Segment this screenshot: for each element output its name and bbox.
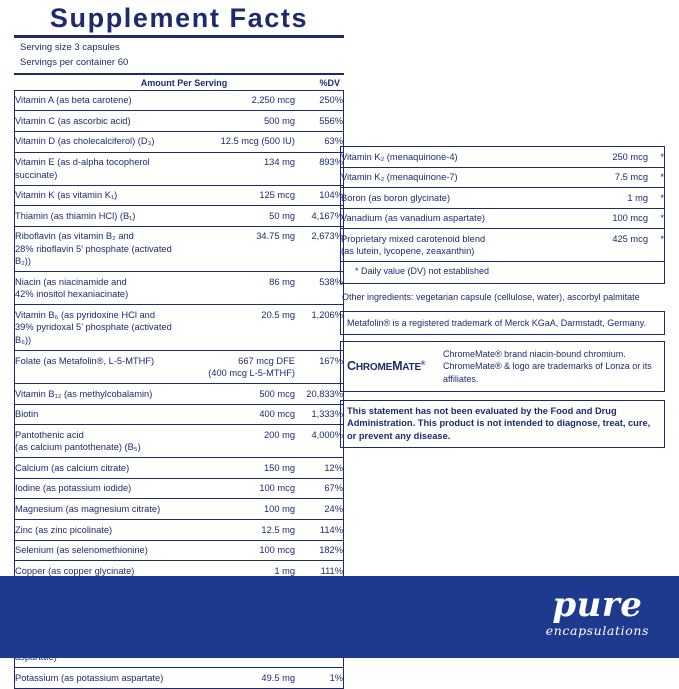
nutrient-dv: * [648,167,664,188]
nutrient-name-line2: 39% pyridoxal 5’ phosphate (activated B₆)) [15,322,172,346]
nutrient-amount: 100 mcg [548,208,648,229]
nutrient-dv: 893% [295,152,343,185]
nutrient-amount-line2: (400 mcg L-5-MTHF) [208,368,295,379]
nutrient-dv: 182% [295,540,343,561]
nutrient-name: Vitamin C (as ascorbic acid) [15,115,131,126]
nutrient-name: Proprietary mixed carotenoid blend [341,233,486,244]
nutrient-name: Vitamin K (as vitamin K₁) [15,190,118,201]
table-row [341,147,664,167]
nutrient-dv: 2,673% [295,226,343,272]
secondary-facts-box [340,146,665,284]
nutrient-amount: 667 mcg DFE [238,355,295,366]
nutrient-amount: 125 mcg [175,185,295,206]
nutrient-dv: * [648,208,664,229]
nutrient-name-line2: (as lutein, lycopene, zeaxanthin) [341,246,475,257]
table-row [15,206,343,227]
nutrient-dv: 1,333% [295,404,343,425]
nutrient-dv: 67% [295,478,343,499]
nutrient-amount: 20.5 mg [175,305,295,351]
metafolin-trademark-note: Metafolin® is a registered trademark of Merck KGaA, Darmstadt, Germany. [340,311,665,335]
nutrient-dv: 114% [295,520,343,541]
nutrient-dv: 20,833% [295,384,343,405]
column-header-amount: Amount Per Serving [140,77,228,88]
secondary-facts-panel [340,146,665,448]
column-header-dv: %DV [319,77,340,88]
table-row [341,167,664,188]
nutrient-dv: * [648,147,664,167]
table-row [15,185,343,206]
nutrient-amount: 200 mg [175,425,295,458]
nutrient-amount: 1 mg [548,188,648,209]
nutrient-dv: 63% [295,131,343,152]
nutrient-dv: 12% [295,458,343,479]
nutrient-amount: 250 mcg [548,147,648,167]
nutrient-dv: 250% [295,91,343,111]
nutrient-name: Calcium (as calcium citrate) [15,462,130,473]
table-row [15,91,343,111]
brand-name: pure [552,585,643,625]
table-row [341,208,664,229]
nutrient-name: Vitamin E (as d-alpha tocopherol succinate) [15,157,150,180]
nutrient-name: Boron (as boron glycinate) [341,192,451,203]
nutrient-dv: 538% [295,272,343,305]
nutrient-name-line2: 42% inositol hexaniacinate) [15,289,129,300]
facts-column-headers [14,75,344,91]
nutrient-amount: 49.5 mg [261,672,295,683]
nutrient-amount: 50 mg [175,206,295,227]
nutrient-name: Vitamin K₂ (menaquinone-4) [341,151,458,162]
table-row [15,458,343,479]
nutrient-name: Vitamin D (as cholecalciferol) (D₃) [15,136,155,147]
nutrient-amount: 400 mcg [175,404,295,425]
nutrient-dv: 1% [329,672,343,683]
nutrient-name-line2: (as calcium pantothenate) (B₅) [15,442,141,453]
table-row [15,272,343,305]
table-row [15,384,343,405]
page-title: Supplement Facts [14,4,344,38]
nutrient-name: Vanadium (as vanadium aspartate) [341,213,486,224]
nutrient-amount: 2,250 mcg [175,91,295,111]
nutrient-dv: 167% [295,351,343,384]
table-row [341,188,664,209]
table-row [15,425,343,458]
nutrient-name-line2: 28% riboflavin 5’ phosphate (activated B₂)) [15,243,172,267]
nutrient-name: Vitamin B₆ (as pyridoxine HCl and [15,309,155,320]
nutrient-dv: 1,206% [295,305,343,351]
secondary-facts-table [341,147,664,261]
nutrient-name: Pantothenic acid [15,429,84,440]
table-row [15,404,343,425]
nutrient-amount: 100 mcg [175,540,295,561]
nutrient-amount: 100 mg [175,499,295,520]
table-row [15,152,343,185]
other-ingredients: Other ingredients: vegetarian capsule (cellulose, water), ascorbyl palmitate [342,291,640,302]
servings-per-container: Servings per container 60 [14,55,344,75]
table-row [15,111,343,132]
nutrient-amount: 7.5 mcg [548,167,648,188]
nutrient-name: Folate (as Metafolin®, L-5-MTHF) [15,355,155,366]
nutrient-dv: 4,000% [295,425,343,458]
dv-footnote: * Daily value (DV) not established [355,266,490,277]
nutrient-amount: 500 mcg [175,384,295,405]
nutrient-amount: 150 mg [175,458,295,479]
table-row [15,351,343,384]
nutrient-name: Vitamin A (as beta carotene) [15,95,132,106]
nutrient-amount: 100 mcg [175,478,295,499]
table-row [15,540,343,561]
brand-logo [545,585,649,638]
nutrient-name: Copper (as copper glycinate) [15,565,135,576]
nutrient-amount: 1 mg [175,561,295,582]
serving-size: Serving size 3 capsules [20,42,120,54]
nutrient-amount: 425 mcg [612,233,648,244]
nutrient-name: Thiamin (as thiamin HCl) (B₁) [15,210,136,221]
nutrient-dv: 556% [295,111,343,132]
nutrient-dv: 4,167% [295,206,343,227]
nutrient-name: Selenium (as selenomethionine) [15,545,148,556]
nutrient-name: Biotin [15,409,39,420]
fda-disclaimer: This statement has not been evaluated by the Food and Drug Administration. This product is not intended to diagnose, treat, cure, or prevent any disease. [340,400,665,449]
nutrient-name: Vitamin K₂ (menaquinone-7) [341,172,458,183]
nutrient-name: Potassium (as potassium aspartate) [15,672,164,683]
table-row [15,520,343,541]
nutrient-name: Zinc (as zinc picolinate) [15,524,113,535]
nutrient-name: Riboflavin (as vitamin B₂ and [15,231,134,242]
nutrient-amount: 500 mg [175,111,295,132]
nutrient-amount: 134 mg [175,152,295,185]
nutrient-name: Vitamin B₁₂ (as methylcobalamin) [15,388,153,399]
table-row [341,229,664,262]
nutrient-name: Iodine (as potassium iodide) [15,483,132,494]
chromemate-text: ChromeMate® brand niacin-bound chromium. ChromeMate® & logo are trademarks of Lonza or its affiliates. [443,349,652,384]
nutrient-amount: 86 mg [175,272,295,305]
brand-footer [0,576,679,658]
chromemate-box [340,341,665,391]
table-row [15,478,343,499]
nutrient-name: Niacin (as niacinamide and [15,276,127,287]
nutrient-amount: 12.5 mg [175,520,295,541]
nutrient-dv: 111% [295,561,343,582]
table-row [15,131,343,152]
brand-tagline: encapsulations [545,623,649,638]
nutrient-dv: * [648,188,664,209]
table-row [15,499,343,520]
nutrient-dv: 24% [295,499,343,520]
nutrient-dv: 104% [295,185,343,206]
nutrient-amount: 12.5 mcg (500 IU) [175,131,295,152]
table-row [15,305,343,351]
table-row [15,226,343,272]
chromemate-logo: CHROMEMATE® [347,358,426,373]
nutrient-name: Magnesium (as magnesium citrate) [15,503,161,514]
nutrient-amount: 34.75 mg [175,226,295,272]
table-row [15,668,343,688]
nutrient-dv: * [660,233,664,244]
